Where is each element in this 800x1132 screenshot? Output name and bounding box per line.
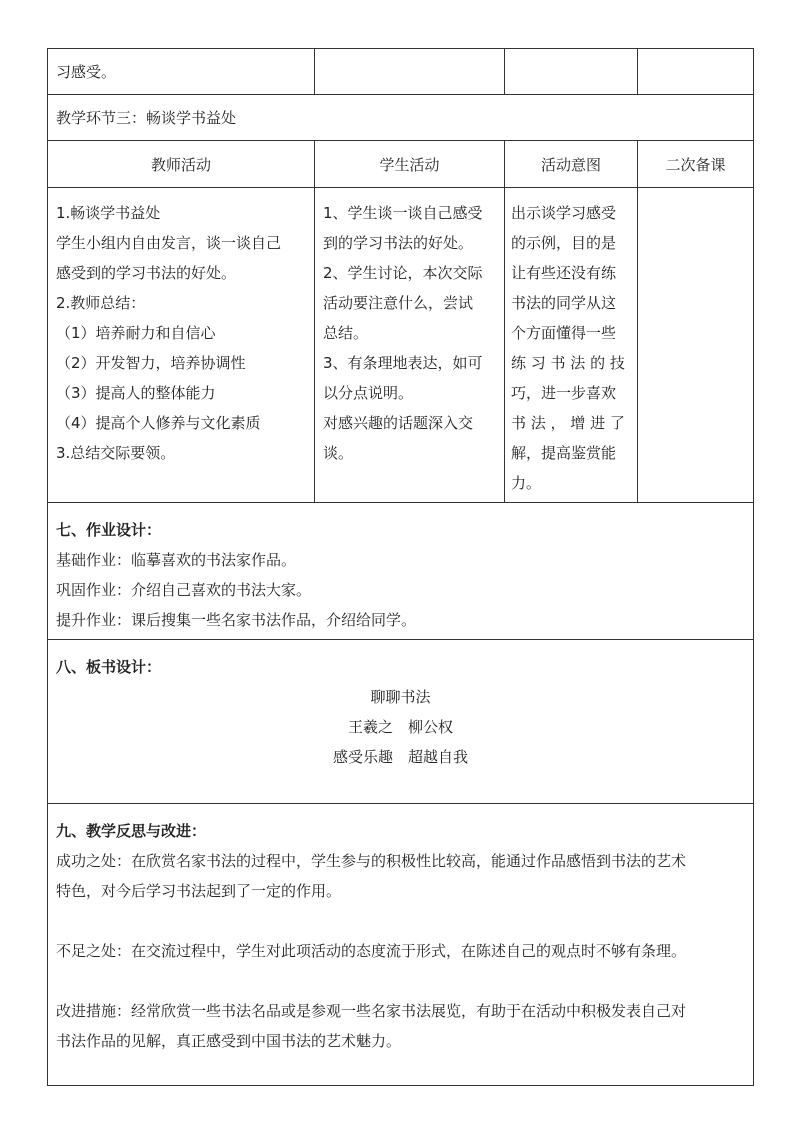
student-activity-line: 到的学习书法的好处。 [323, 234, 474, 252]
section-title-row [48, 95, 754, 141]
activity-intent-line: 出示谈学习感受 [511, 204, 617, 222]
empty-cell [638, 49, 754, 95]
homework-line: 提升作业：课后搜集一些名家书法作品，介绍给同学。 [56, 611, 417, 629]
header-second-prep: 二次备课 [638, 141, 754, 188]
section-title-cell [48, 95, 754, 141]
continuation-cell [48, 49, 315, 95]
activity-intent-line: 练 习 书 法 的 技 [511, 354, 625, 372]
empty-cell [315, 49, 505, 95]
teacher-activity-line: （3）提高人的整体能力 [56, 384, 216, 402]
student-activity-line: 3、有条理地表达，如可 [323, 354, 483, 372]
activity-intent-line: 个方面懂得一些 [511, 324, 617, 342]
board-design-line: 感受乐趣 超越自我 [332, 748, 468, 766]
section-title: 教学环节三：畅谈学书益处 [56, 109, 237, 127]
header-teacher-activity: 教师活动 [48, 141, 315, 188]
teacher-activity-line: （2）开发智力，培养协调性 [56, 354, 246, 372]
homework-title: 七、作业设计： [56, 521, 162, 539]
teacher-activity-line: （4）提高个人修养与文化素质 [56, 414, 261, 432]
header-row [48, 141, 754, 188]
homework-line: 巩固作业：介绍自己喜欢的书法大家。 [56, 581, 312, 599]
reflection-shortcoming-line: 不足之处：在交流过程中，学生对此项活动的态度流于形式，在陈述自己的观点时不够有条理。 [56, 942, 687, 960]
reflection-title: 九、教学反思与改进： [56, 822, 207, 840]
activity-intent-cell [505, 188, 638, 503]
lesson-plan-document [47, 48, 753, 1086]
reflection-success-line: 成功之处：在欣赏名家书法的过程中，学生参与的积极性比较高，能通过作品感悟到书法的艺术 [56, 852, 687, 870]
board-design-cell [48, 640, 754, 804]
student-activity-line: 2、学生讨论，本次交际 [323, 264, 483, 282]
second-prep-cell [638, 188, 754, 503]
student-activity-line: 1、学生谈一谈自己感受 [323, 204, 483, 222]
board-design-row [48, 640, 754, 804]
blank-line [56, 966, 745, 996]
activity-intent-line: 的示例，目的是 [511, 234, 617, 252]
empty-cell [505, 49, 638, 95]
activity-row [48, 188, 754, 503]
activity-intent-line: 力。 [511, 474, 542, 492]
teacher-activity-line: 2.教师总结： [56, 294, 146, 312]
student-activity-line: 活动要注意什么，尝试 [323, 294, 474, 312]
board-design-line: 王羲之 柳公权 [347, 718, 453, 736]
homework-cell [48, 503, 754, 640]
continuation-text: 习感受。 [56, 63, 117, 81]
activity-intent-line: 书 法 ， 增 进 了 [511, 414, 625, 432]
activity-intent-line: 书法的同学从这 [511, 294, 617, 312]
teacher-activity-line: 感受到的学习书法的好处。 [56, 264, 237, 282]
teacher-activity-cell [48, 188, 315, 503]
lesson-plan-table [47, 48, 754, 1086]
student-activity-cell [315, 188, 505, 503]
reflection-success-line: 特色，对今后学习书法起到了一定的作用。 [56, 882, 342, 900]
homework-row [48, 503, 754, 640]
activity-intent-line: 让有些还没有练 [511, 264, 617, 282]
board-design-title: 八、板书设计： [56, 658, 162, 676]
board-design-line: 聊聊书法 [370, 688, 431, 706]
reflection-improvement-line: 书法作品的见解，真正感受到中国书法的艺术魅力。 [56, 1032, 402, 1050]
teacher-activity-line: （1）培养耐力和自信心 [56, 324, 216, 342]
student-activity-line: 谈。 [323, 444, 354, 462]
student-activity-line: 总结。 [323, 324, 369, 342]
student-activity-line: 以分点说明。 [323, 384, 414, 402]
homework-line: 基础作业：临摹喜欢的书法家作品。 [56, 551, 297, 569]
reflection-cell [48, 804, 754, 1086]
teacher-activity-line: 学生小组内自由发言，谈一谈自己 [56, 234, 282, 252]
teacher-activity-line: 1.畅谈学书益处 [56, 204, 161, 222]
teacher-activity-line: 3.总结交际要领。 [56, 444, 176, 462]
header-student-activity: 学生活动 [315, 141, 505, 188]
reflection-row [48, 804, 754, 1086]
activity-intent-line: 巧，进一步喜欢 [511, 384, 617, 402]
header-activity-intent: 活动意图 [505, 141, 638, 188]
reflection-improvement-line: 改进措施：经常欣赏一些书法名品或是参观一些名家书法展览，有助于在活动中积极发表自己对 [56, 1002, 687, 1020]
student-activity-line: 对感兴趣的话题深入交 [323, 414, 474, 432]
blank-line [56, 906, 745, 936]
activity-intent-line: 解，提高鉴赏能 [511, 444, 617, 462]
continuation-row [48, 49, 754, 95]
